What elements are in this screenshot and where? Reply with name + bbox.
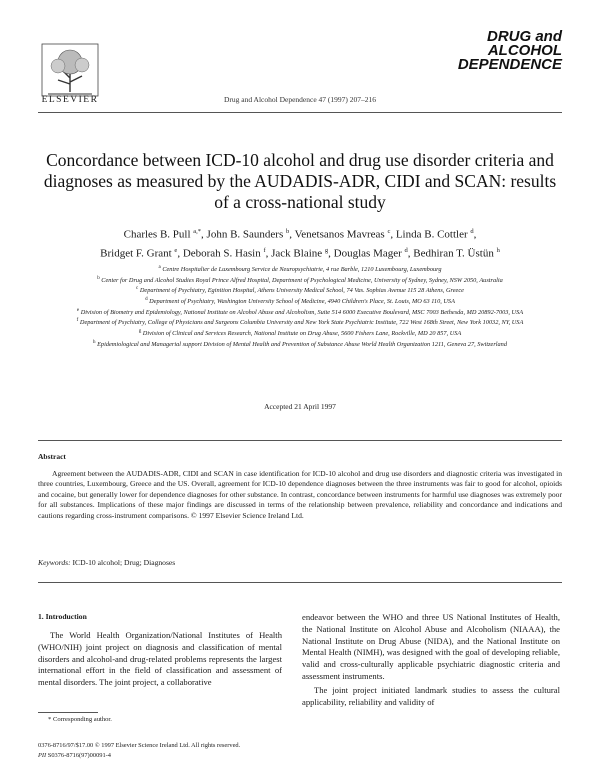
- affiliation: [60, 328, 540, 339]
- journal-logo: [458, 30, 562, 72]
- author: John B. Saunders: [206, 228, 284, 241]
- author-affiliation-mark: d: [470, 228, 474, 235]
- affiliation-text: Centre Hospitalier de Luxembourg Service de Neuropsychiatrie, 4 rue Barble, 1210 Luxembourg, Luxembourg: [162, 266, 442, 274]
- journal-logo-line: DEPENDENCE: [457, 56, 562, 73]
- affiliation-text: Division of Clinical and Services Research, National Institute on Drug Abuse, 5600 Fishers Lane, Rockville, MD 20 857, USA: [142, 330, 462, 338]
- affiliation-mark: e: [76, 307, 80, 313]
- pii-value: S0376-8716(97)00091-4: [47, 752, 111, 759]
- authors-line-1: Charles B. Pull $^{a,*}$, John B. Saunders $^b$, Venetsanos Mavreas $^c$, Linda B. Cottler $^d$,: [123, 228, 477, 241]
- author: Bridget F. Grant: [100, 247, 172, 260]
- author: Charles B. Pull: [123, 228, 191, 241]
- abstract-top-rule: [38, 440, 562, 441]
- intro-paragraph: The joint project initiated landmark studies to assess the cultural applicability, reliability and validity of: [302, 684, 560, 707]
- affiliation: [60, 307, 540, 318]
- authors-line-2: Bridget F. Grant $^e$, Deborah S. Hasin $^f$, Jack Blaine $^g$, Douglas Mager $^d$, Bedhiran T. Üstün $^h$: [100, 246, 500, 260]
- affiliation-mark: c: [136, 286, 139, 292]
- intro-left-column: The World Health Organization/National Institutes of Health (WHO/NIH) joint project on diagnosis and classification of mental disorders and alcohol-and drug-related problems represents the largest international effort in the field of classification and assessment of mental disorders. The joint project, a collaborative: [38, 630, 282, 688]
- affiliation-text: Epidemiological and Managerial support Division of Mental Health and Prevention of Substance Abuse World Health Organization 1211, Geneva 27, Switzerland: [97, 340, 507, 348]
- author: Jack Blaine: [271, 247, 323, 260]
- author-affiliation-mark: a,*: [193, 228, 202, 235]
- abstract-body: Agreement between the AUDADIS-ADR, CIDI and SCAN in case identification for ICD-10 alcohol and drug use disorders and diagnostic criteria was investigated in three countries, Luxembourg, Greece and the US. Overall, agreement for ICD-10 dependence diagnoses between the three instruments was fair to good for alcohol, opioids and cocaine, but generally lower for dependence diagnoses for other substance. In contrast, concordance between instruments for harmful use diagnoses was extremely poor for all substances. Implications of these major findings are discussed in terms of the relationship between prevalence, reliability and concordance and indications and cautions regarding cross-instrument comparisons. © 1997 Elsevier Science Ireland Ltd.: [38, 469, 562, 520]
- author-affiliation-mark: d: [404, 246, 408, 254]
- affiliation: [60, 296, 540, 307]
- keywords-text: ICD-10 alcohol; Drug; Diagnoses: [72, 558, 176, 567]
- affiliation: [60, 285, 540, 296]
- affiliation-mark: h: [93, 339, 96, 345]
- keywords-label: Keywords:: [38, 558, 71, 567]
- author: Linda B. Cottler: [395, 228, 468, 241]
- abstract-heading: Abstract: [38, 452, 66, 461]
- pii-label: PII: [38, 752, 47, 759]
- affiliation-mark: g: [138, 329, 142, 335]
- author: Deborah S. Hasin: [182, 247, 261, 260]
- affiliation-mark: a: [158, 265, 161, 270]
- footnote-rule: [38, 712, 98, 713]
- author: Bedhiran T. Üstün: [413, 247, 494, 260]
- author-affiliation-mark: c: [387, 228, 391, 235]
- affiliations: [60, 264, 540, 350]
- publisher-name: ELSEVIER: [41, 95, 99, 105]
- author: Venetsanos Mavreas: [294, 228, 385, 241]
- affiliation-mark: f: [76, 318, 79, 324]
- journal-logo-line: DRUG and: [487, 28, 562, 45]
- section-heading-introduction: 1. Introduction: [38, 612, 87, 621]
- affiliation: [60, 264, 540, 275]
- affiliation-text: Center for Drug and Alcohol Studies Royal Prince Alfred Hospital, Department of Psychological Medicine, University of Sydney, Sydney, NSW 2050, Australia: [101, 276, 503, 284]
- article-title: Concordance between ICD-10 alcohol and drug use disorder criteria and diagnoses as measured by the AUDADIS-ADR, CIDI and SCAN: results of a cross-national study: [43, 150, 557, 212]
- corresponding-author-footnote: * Corresponding author.: [48, 716, 112, 723]
- affiliation: [60, 339, 540, 350]
- author: Douglas Mager: [333, 247, 402, 260]
- keywords: [38, 558, 175, 567]
- copyright-line: 0376-8716/97/$17.00 © 1997 Elsevier Science Ireland Ltd. All rights reserved.: [38, 742, 241, 749]
- author-affiliation-mark: g: [324, 246, 329, 254]
- author-affiliation-mark: f: [263, 246, 266, 254]
- author-affiliation-mark: b: [286, 228, 290, 235]
- affiliation: [60, 317, 540, 328]
- affiliation-text: Department of Psychiatry, Eginition Hospital, Athens University Medical School, 74 Vas. Sophias Avenue 115 28 Athens, Greece: [139, 287, 464, 295]
- intro-paragraph: endeavor between the WHO and three US National Institutes of Health, the National Institute on Alcohol Abuse and Alcoholism (NIAAA), the National Institute on Drug Abuse (NIDA), and the National Institute on Mental Health (NIMH), was designed with the goal of developing reliable, valid and cross-culturally applicable psychiatric diagnostic criteria and assessment instruments.: [302, 612, 560, 681]
- journal-citation: Drug and Alcohol Dependence 47 (1997) 207–216: [223, 95, 377, 104]
- affiliation-text: Department of Psychiatry, College of Physicians and Surgeons Columbia University and New York State Psychiatric Institute, 722 West 168th Street, New York 10032, NY, USA: [79, 319, 524, 327]
- author-affiliation-mark: e: [174, 246, 178, 254]
- header-rule: [38, 112, 562, 113]
- affiliation-mark: b: [97, 275, 100, 281]
- affiliation: [60, 275, 540, 286]
- journal-logo-line: ALCOHOL: [487, 42, 562, 59]
- authors: [40, 224, 560, 261]
- author-affiliation-mark: h: [496, 246, 500, 254]
- affiliation-text: Department of Psychiatry, Washington University School of Medicine, 4940 Children's Place, St. Louis, MO 63 110, USA: [149, 298, 455, 306]
- abstract-bottom-rule: [38, 582, 562, 583]
- intro-right-column: [302, 612, 560, 708]
- pii-line: [38, 752, 111, 759]
- affiliation-text: Division of Biometry and Epidemiology, National Institute on Alcohol Abuse and Alcoholism, Suite 514 6000 Executive Boulevard, MSC 7003 Bethesda, MD 20892-7003, USA: [80, 308, 524, 316]
- affiliation-mark: d: [145, 297, 148, 303]
- accepted-date: Accepted 21 April 1997: [264, 402, 336, 411]
